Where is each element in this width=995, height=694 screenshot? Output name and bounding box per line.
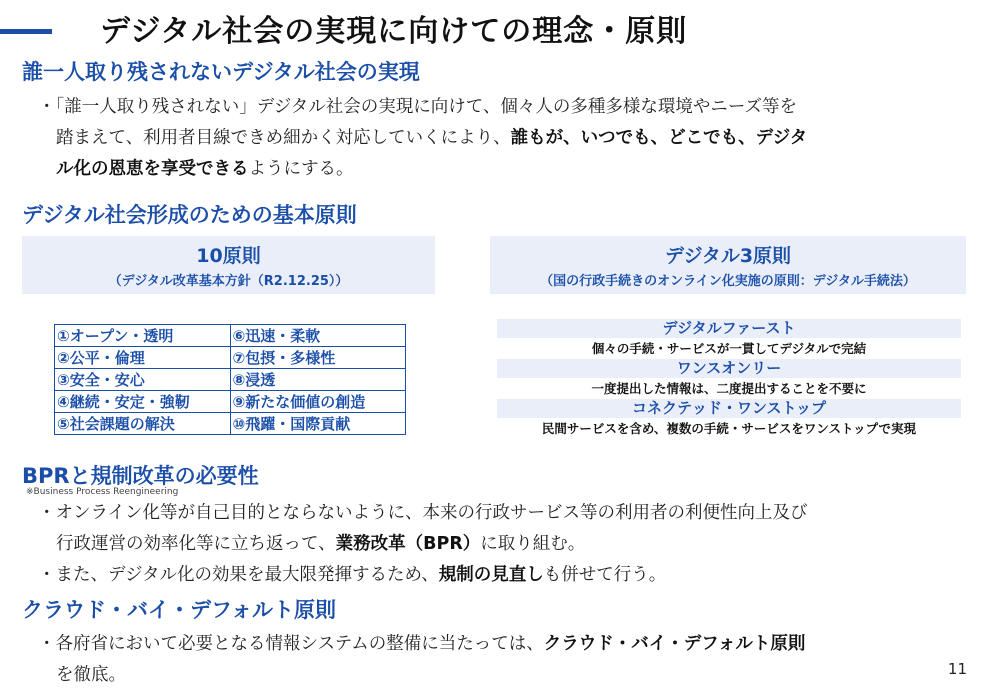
- ten-principles-table: [54, 324, 406, 435]
- principle-7: ⑦包摂・多様性: [230, 347, 406, 369]
- section3-text-3: ・また、デジタル化の効果を最大限発揮するため、: [38, 565, 439, 585]
- section3-line2: [38, 529, 958, 560]
- section3-emphasis-2: 規制の見直し: [438, 565, 544, 585]
- section4-emphasis: クラウド・バイ・デフォルト原則: [543, 634, 806, 654]
- section1-line1: ・「誰一人取り残されない」デジタル社会の実現に向けて、個々人の多種多様な環境やニーズ等を: [38, 97, 797, 117]
- principle-6: ⑥迅速・柔軟: [230, 325, 406, 347]
- ten-principles-subtitle: （デジタル改革基本方針（R2.12.25））: [108, 274, 349, 289]
- section1-text-2: ようにする。: [248, 159, 354, 179]
- table-row: [55, 413, 406, 435]
- principle-8: ⑧浸透: [230, 369, 406, 391]
- section3-line3: [38, 560, 958, 591]
- section1-paragraph: [38, 92, 958, 185]
- digital3-desc-1: 個々の手続・サービスが一貫してデジタルで完結: [591, 341, 867, 356]
- section1-heading: 誰一人取り残されないデジタル社会の実現: [22, 60, 420, 84]
- digital3-desc-3: 民間サービスを含め、複数の手続・サービスをワンストップで実現: [541, 421, 917, 436]
- digital3-name-3: コネクテッド・ワンストップ: [497, 399, 961, 418]
- section1-emphasis: 誰もが、いつでも、どこでも、デジタ: [510, 128, 808, 148]
- digital3-subtitle: （国の行政手続きのオンライン化実施の原則：デジタル手続法）: [540, 274, 916, 289]
- title-accent-bar: [0, 29, 52, 34]
- principle-9: ⑨新たな価値の創造: [230, 391, 406, 413]
- table-row: [55, 391, 406, 413]
- section1-line3: [38, 154, 958, 185]
- table-row: [55, 369, 406, 391]
- section3-line1: ・オンライン化等が自己目的とならないように、本来の行政サービス等の利用者の利便性向上及び: [38, 503, 808, 523]
- ten-principles-title: 10原則: [196, 245, 261, 267]
- section4-line2: を徹底。: [56, 665, 126, 685]
- section4-paragraph: [38, 629, 938, 691]
- principle-3: ③安全・安心: [55, 369, 231, 391]
- ten-principles-box: [22, 236, 435, 294]
- principle-5: ⑤社会課題の解決: [55, 413, 231, 435]
- section3-emphasis: 業務改革（BPR）: [335, 534, 481, 554]
- section3-text-4: も併せて行う。: [543, 565, 667, 585]
- section1-text: 踏まえて、利用者目線できめ細かく対応していくにより、: [56, 128, 511, 148]
- digital3-name-2: ワンスオンリー: [497, 359, 961, 378]
- digital3-box: [490, 236, 966, 294]
- principle-2: ②公平・倫理: [55, 347, 231, 369]
- page-title: デジタル社会の実現に向けての理念・原則: [100, 14, 688, 49]
- principle-1: ①オープン・透明: [55, 325, 231, 347]
- section3-paragraph: [38, 498, 958, 591]
- digital3-desc-2: 一度提出した情報は、二度提出することを不要に: [591, 381, 867, 396]
- digital3-list: [497, 319, 961, 439]
- section3-text-2: に取り組む。: [480, 534, 586, 554]
- table-row: [55, 347, 406, 369]
- principle-4: ④継続・安定・強靭: [55, 391, 231, 413]
- digital3-title: デジタル3原則: [664, 245, 792, 267]
- section1-line2: [38, 123, 958, 154]
- section2-heading: デジタル社会形成のための基本原則: [22, 203, 357, 227]
- section3-text: 行政運営の効率化等に立ち返って、: [56, 534, 336, 554]
- table-row: [55, 325, 406, 347]
- section3-heading: BPRと規制改革の必要性: [22, 464, 259, 488]
- principle-10: ⑩飛躍・国際貢献: [230, 413, 406, 435]
- section4-line1: [38, 629, 938, 660]
- section1-emphasis-2: ル化の恩恵を享受できる: [56, 159, 249, 179]
- bpr-footnote: ※Business Process Reengineering: [26, 487, 179, 497]
- section4-text: ・各府省において必要となる情報システムの整備に当たっては、: [38, 634, 544, 654]
- page-number: 11: [947, 660, 967, 678]
- section4-heading: クラウド・バイ・デフォルト原則: [22, 598, 336, 622]
- digital3-name-1: デジタルファースト: [497, 319, 961, 338]
